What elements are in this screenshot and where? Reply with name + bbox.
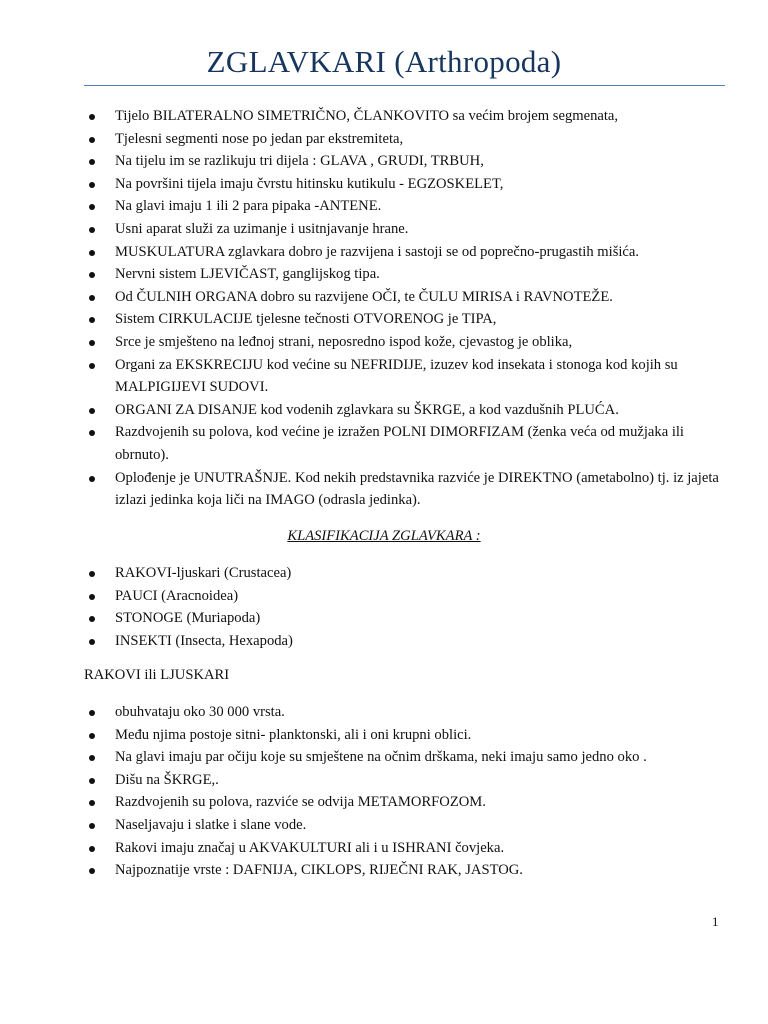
intro-list <box>84 105 734 512</box>
bullet-icon <box>89 408 95 414</box>
bullet-icon <box>89 114 95 120</box>
page-title: ZGLAVKARI (Arthropoda) <box>206 44 562 79</box>
list-item-text: Nervni sistem LJEVIČAST, ganglijskog tipa. <box>115 266 380 283</box>
list-item <box>84 421 734 466</box>
list-item <box>84 630 734 653</box>
list-item <box>84 263 734 286</box>
list-item-text: Na tijelu im se razlikuju tri dijela : GLAVA , GRUDI, TRBUH, <box>115 153 484 170</box>
list-item-text: STONOGE (Muriapoda) <box>115 610 261 627</box>
list-item-text: Sistem CIRKULACIJE tjelesne tečnosti OTVORENOG je TIPA, <box>115 311 497 328</box>
list-item <box>84 354 734 399</box>
list-item <box>84 308 734 331</box>
bullet-icon <box>89 710 95 716</box>
section-heading: RAKOVI ili LJUSKARI <box>84 667 230 683</box>
bullet-icon <box>89 430 95 436</box>
list-item <box>84 331 734 354</box>
list-item-text: Rakovi imaju značaj u AKVAKULTURI ali i u ISHRANI čovjeka. <box>115 839 505 856</box>
list-item-text: Organi za EKSKRECIJU kod većine su NEFRIDIJE, izuzev kod insekata i stonoga kod kojih su MALPIGIJEVI SUDOVI. <box>115 356 678 396</box>
list-item <box>84 585 734 608</box>
list-item <box>84 286 734 309</box>
bullet-icon <box>89 823 95 829</box>
list-item-text: Na glavi imaju 1 ili 2 para pipaka -ANTENE. <box>115 198 382 215</box>
list-item <box>84 562 734 585</box>
list-item-text: Na glavi imaju par očiju koje su smještene na očnim drškama, neki imaju samo jedno oko . <box>115 749 647 766</box>
bullet-icon <box>89 733 95 739</box>
list-item <box>84 859 734 882</box>
list-item-text: Od ČULNIH ORGANA dobro su razvijene OČI, te ČULU MIRISA i RAVNOTEŽE. <box>115 288 613 305</box>
bullet-icon <box>89 639 95 645</box>
list-item-text: PAUCI (Aracnoidea) <box>115 587 239 604</box>
bullet-icon <box>89 227 95 233</box>
list-item <box>84 791 734 814</box>
list-item <box>84 724 734 747</box>
list-item <box>84 128 734 151</box>
list-item-text: obuhvataju oko 30 000 vrsta. <box>115 704 285 720</box>
list-item <box>84 150 734 173</box>
bullet-icon <box>89 476 95 482</box>
list-item <box>84 195 734 218</box>
bullet-icon <box>89 616 95 622</box>
bullet-icon <box>89 363 95 369</box>
bullet-icon <box>89 182 95 188</box>
title-underline <box>84 85 725 86</box>
list-item-text: Najpoznatije vrste : DAFNIJA, CIKLOPS, RIJEČNI RAK, JASTOG. <box>115 862 523 879</box>
list-item <box>84 607 734 630</box>
list-item-text: Tjelesni segmenti nose po jedan par ekstremiteta, <box>115 130 404 147</box>
bullet-icon <box>89 137 95 143</box>
bullet-icon <box>89 317 95 323</box>
list-item <box>84 814 734 837</box>
bullet-icon <box>89 571 95 577</box>
list-item-text: Usni aparat služi za uzimanje i usitnjavanje hrane. <box>115 220 409 237</box>
list-item-text: Na površini tijela imaju čvrstu hitinsku kutikulu - EGZOSKELET, <box>115 175 504 192</box>
list-item-text: Oplođenje je UNUTRAŠNJE. Kod nekih predstavnika razviće je DIREKTNO (ametabolno) tj. iz jajeta izlazi jedinka koja liči na IMAGO (odrasla jedinka). <box>115 469 719 509</box>
list-item <box>84 837 734 860</box>
bullet-icon <box>89 159 95 165</box>
bullet-icon <box>89 846 95 852</box>
list-item <box>84 769 734 792</box>
list-item-text: Naseljavaju i slatke i slane vode. <box>115 816 307 833</box>
list-item <box>84 105 734 128</box>
bullet-icon <box>89 295 95 301</box>
classification-title: KLASIFIKACIJA ZGLAVKARA : <box>287 528 481 544</box>
bullet-icon <box>89 272 95 278</box>
bullet-icon <box>89 594 95 600</box>
page-number: 1 <box>712 914 719 929</box>
list-item-text: Među njima postoje sitni- planktonski, ali i oni krupni oblici. <box>115 726 472 743</box>
bullet-icon <box>89 800 95 806</box>
list-item-text: MUSKULATURA zglavkara dobro je razvijena i sastoji se od poprečno-prugastih mišića. <box>115 243 640 260</box>
list-item <box>84 701 734 724</box>
list-item <box>84 218 734 241</box>
classification-list <box>84 562 734 652</box>
list-item-text: ORGANI ZA DISANJE kod vodenih zglavkara su ŠKRGE, a kod vazdušnih PLUĆA. <box>115 401 619 418</box>
list-item-text: Razdvojenih su polova, kod većine je izražen POLNI DIMORFIZAM (ženka veća od mužjaka ili obrnuto). <box>115 424 684 463</box>
list-item <box>84 173 734 196</box>
list-item <box>84 399 734 422</box>
list-item-text: INSEKTI (Insecta, Hexapoda) <box>115 632 293 649</box>
section-list <box>84 701 734 882</box>
bullet-icon <box>89 340 95 346</box>
list-item <box>84 746 734 769</box>
list-item-text: Dišu na ŠKRGE,. <box>115 771 219 788</box>
list-item-text: Tijelo BILATERALNO SIMETRIČNO, ČLANKOVITO sa većim brojem segmenata, <box>115 108 619 124</box>
bullet-icon <box>89 250 95 256</box>
bullet-icon <box>89 778 95 784</box>
bullet-icon <box>89 204 95 210</box>
list-item <box>84 241 734 264</box>
list-item-text: Razdvojenih su polova, razviće se odvija METAMORFOZOM. <box>115 794 486 811</box>
list-item-text: Srce je smješteno na leđnoj strani, neposredno ispod kože, cjevastog je oblika, <box>115 333 573 350</box>
list-item-text: RAKOVI-ljuskari (Crustacea) <box>115 565 292 581</box>
bullet-icon <box>89 755 95 761</box>
bullet-icon <box>89 868 95 874</box>
list-item <box>84 467 734 512</box>
